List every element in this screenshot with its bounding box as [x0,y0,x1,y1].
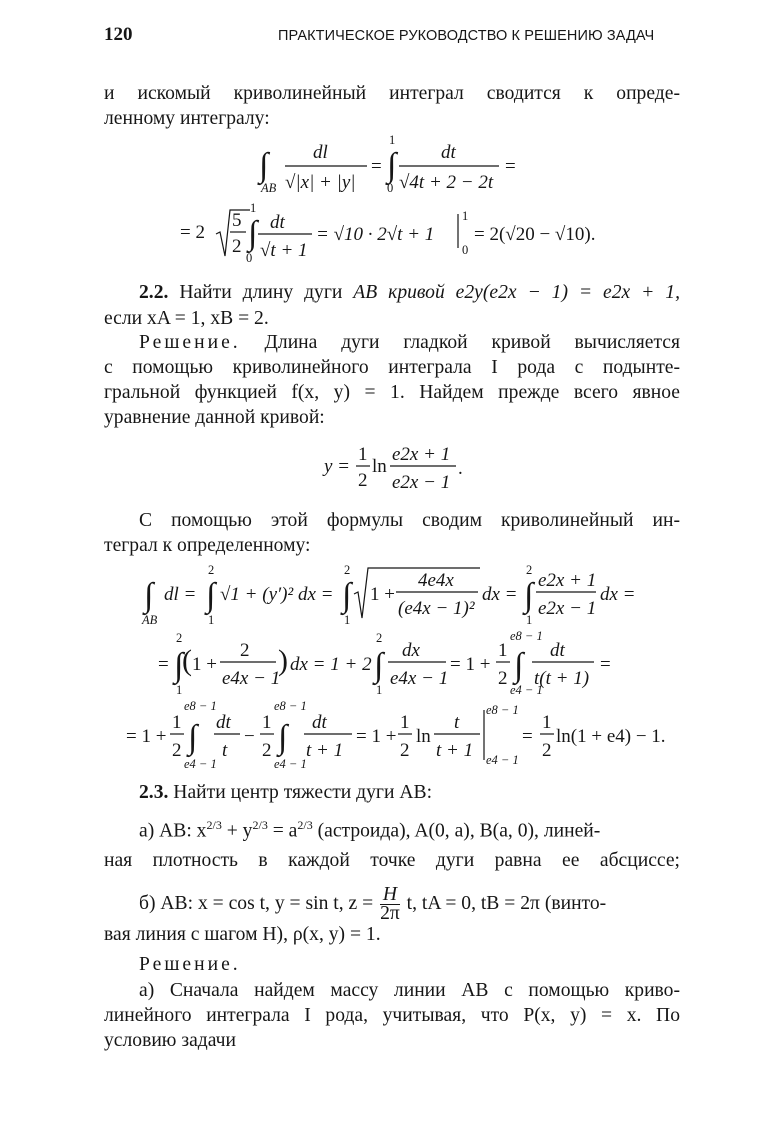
fraction-denominator: 2 [232,236,242,257]
equation-lead: = 1 + [126,726,167,747]
fraction-denominator: 2 [262,740,272,761]
fraction-numerator: 1 [498,640,508,661]
problem-number: 2.3. [139,782,169,803]
intro-line-2: ленному интегралу: [104,108,270,129]
fraction-denominator: (e4x − 1)² [398,598,475,619]
equation-part: dx = 1 + 2 [290,654,372,675]
equation-part: dx = [482,584,518,605]
integral-upper-limit: 2 [376,631,383,645]
left-paren: ( [182,644,192,677]
evaluation-lower: e4 − 1 [486,753,519,767]
fraction-denominator: √t + 1 [260,240,308,261]
integral-lower-limit: 1 [208,613,215,627]
integral-upper-limit: 2 [526,563,533,577]
minus-sign: − [244,726,255,747]
problem-2-3-title [139,782,680,804]
problem-number: 2.2. [139,282,169,303]
exponent: 2/3 [206,818,222,832]
integral-sign: ∫ [374,647,384,684]
integral-sign: ∫ [524,577,534,614]
solution-line-5: С помощью этой формулы сводим криволинейный ин- [139,510,680,531]
integral-lower-limit: 1 [526,613,533,627]
exponent: 2/3 [297,818,313,832]
integral-sign: ∫ [174,647,184,684]
fraction-numerator: 1 [172,712,182,733]
evaluation-upper: e8 − 1 [486,703,519,717]
fraction-denominator: 2 [542,740,552,761]
intro-line-1: и искомый криволинейный интеграл сводится к опреде- [104,83,680,104]
part-a-mid-2: = a [267,820,298,842]
problem-2-3-b-line-1 [139,886,680,923]
fraction-denominator: 2 [498,668,508,689]
equation-tail: = 2(√20 − √10). [474,224,596,245]
fraction-numerator: dt [216,712,231,733]
integral-lower-limit: 1 [176,683,183,697]
integral-sign: ∫ [514,647,524,684]
equation-1-row-2 [176,198,616,273]
fraction-numerator: e2x + 1 [538,570,597,591]
fraction-denominator: 2 [172,740,182,761]
solution-heading: Решение. [139,954,241,975]
right-paren: ) [278,644,288,677]
equation-part: = 1 + [450,654,491,675]
integral-sign: ∫ [387,147,397,184]
integral-lower-limit: e4 − 1 [274,757,307,771]
integral-sign: ∫ [342,577,352,614]
exponent: 2/3 [252,818,268,832]
fraction-denominator: t + 1 [436,740,474,761]
integral-upper-limit: 2 [176,631,183,645]
fraction [380,886,400,923]
equation-part: = 1 + [356,726,397,747]
integral-lower-limit: AB [142,613,158,627]
integral-sign: ∫ [206,577,216,614]
integral-sign: ∫ [259,147,269,184]
fraction-denominator: e4x − 1 [390,668,449,689]
fraction-denominator: e4x − 1 [222,668,281,689]
integral-lower-limit: e4 − 1 [510,683,543,697]
integral-sign: ∫ [248,215,258,252]
fraction-numerator: dt [312,712,327,733]
fraction-denominator: √4t + 2 − 2t [399,172,494,193]
integral-sign: ∫ [188,719,198,756]
fraction-numerator: 4e4x [418,570,454,591]
integral-upper-limit: e8 − 1 [274,699,307,713]
part-b-start: б) AB: x = cos t, y = sin t, z = [139,893,374,914]
equation-part: dl = [164,584,197,605]
problem-text: Найти центр тяжести дуги AB: [173,782,433,803]
equation-part: 1 + [192,654,217,675]
solution-line-6: теграл к определенному: [104,535,311,556]
equals-sign: = [522,726,533,747]
fraction-denominator: e2x − 1 [392,472,451,493]
fraction-numerator: dl [313,142,328,163]
fraction-numerator: dt [441,142,456,163]
evaluation-lower: 0 [462,243,469,257]
ln-function: ln [416,726,431,747]
problem-formula: AB кривой e2y(e2x − 1) = e2x + 1, [353,282,680,303]
fraction-numerator: 1 [262,712,272,733]
fraction-numerator: 5 [232,210,242,231]
equation-2-row-1 [140,562,660,635]
solution-line-4: уравнение данной кривой: [104,407,325,428]
equation-1-row-1 [255,130,545,205]
fraction-numerator: 1 [542,712,552,733]
problem-2-2-line-2: если xA = 1, xB = 2. [104,308,269,329]
equation-lead: = [158,654,169,675]
fraction-numerator: 1 [400,712,410,733]
problem-2-3-b-line-2: вая линия с шагом H), ρ(x, y) = 1. [104,924,381,945]
evaluation-upper: 1 [462,209,469,223]
fraction-numerator: dt [270,212,285,233]
equals-sign: = [371,156,382,177]
solution-text: Длина дуги гладкой кривой вычисляется [264,332,680,353]
solution-line-3: гральной функцией f(x, y) = 1. Найдем прежде всего явное [104,382,680,403]
ln-function: ln [372,456,387,477]
fraction-denominator: √|x| + |y| [285,172,356,193]
fraction-denominator: e2x − 1 [538,598,597,619]
equation-lead: = 2 [180,222,205,243]
fraction-denominator: 2 [400,740,410,761]
equation-tail: ln(1 + e4) − 1. [556,726,666,747]
fraction-numerator: 1 [358,444,368,465]
equation-middle: = √10 · 2√t + 1 [316,224,435,245]
integral-lower-limit: 0 [246,251,253,265]
part-a-mid: + y [221,820,253,842]
solution-line-2: линейного интеграла I рода, учитывая, что P(x, y) = x. По [104,1005,680,1026]
integral-sign: ∫ [278,719,288,756]
integral-lower-limit: e4 − 1 [184,757,217,771]
problem-text: Найти длину дуги [179,282,343,303]
fraction-denominator: 2 [358,470,368,491]
fraction-numerator: H [380,886,400,905]
running-title: ПРАКТИЧЕСКОЕ РУКОВОДСТВО К РЕШЕНИЮ ЗАДАЧ [278,28,655,44]
fraction-numerator: dt [550,640,565,661]
fraction-denominator: t + 1 [306,740,344,761]
solution-line-2: с помощью криволинейного интеграла I рода с подынте- [104,357,680,378]
fraction-numerator: t [454,712,460,733]
equation-lhs: y = [324,456,351,477]
part-a-start: а) AB: x [139,820,207,842]
part-a-end: (астроида), A(0, a), B(a, 0), линей- [312,820,601,842]
solution-line-1 [139,332,680,354]
integral-upper-limit: 2 [344,563,351,577]
fraction-denominator: 2π [380,903,400,924]
integral-sign: ∫ [144,577,154,614]
integral-upper-limit: 1 [389,133,396,147]
part-b-end: t, tA = 0, tB = 2π (винто- [406,893,607,914]
equation-2-row-3 [124,700,664,779]
integral-lower-limit: 1 [344,613,351,627]
integral-lower-limit: 0 [387,181,394,195]
fraction-denominator: t(t + 1) [534,668,590,689]
problem-2-3-a-line-1 [139,818,680,843]
equals-sign: = [505,156,516,177]
fraction-numerator: 2 [240,640,250,661]
integral-upper-limit: 1 [250,201,257,215]
equation-part: dx = [600,584,636,605]
integral-lower-limit: 1 [376,683,383,697]
period: . [458,458,463,479]
problem-2-2-line-1 [139,282,680,304]
integral-lower-limit: AB [261,181,277,195]
equation-part: √1 + (y′)² dx = [220,584,334,605]
integral-upper-limit: e8 − 1 [184,699,217,713]
integral-upper-limit: 2 [208,563,215,577]
equation-part: = [600,654,611,675]
integral-upper-limit: e8 − 1 [510,629,543,643]
equation-y [322,440,472,505]
solution-line-3: условию задачи [104,1030,236,1051]
fraction-numerator: dx [402,640,420,661]
problem-2-3-a-line-2: ная плотность в каждой точке дуги равна ее абсциссе; [104,850,680,871]
fraction-denominator: t [222,740,228,761]
solution-word: Решение. [139,332,241,353]
solution-line-1: а) Сначала найдем массу линии AB с помощью криво- [139,980,680,1001]
page-number: 120 [104,24,133,45]
equation-part: 1 + [370,584,395,605]
fraction-numerator: e2x + 1 [392,444,451,465]
equation-2-row-2 [154,630,634,705]
